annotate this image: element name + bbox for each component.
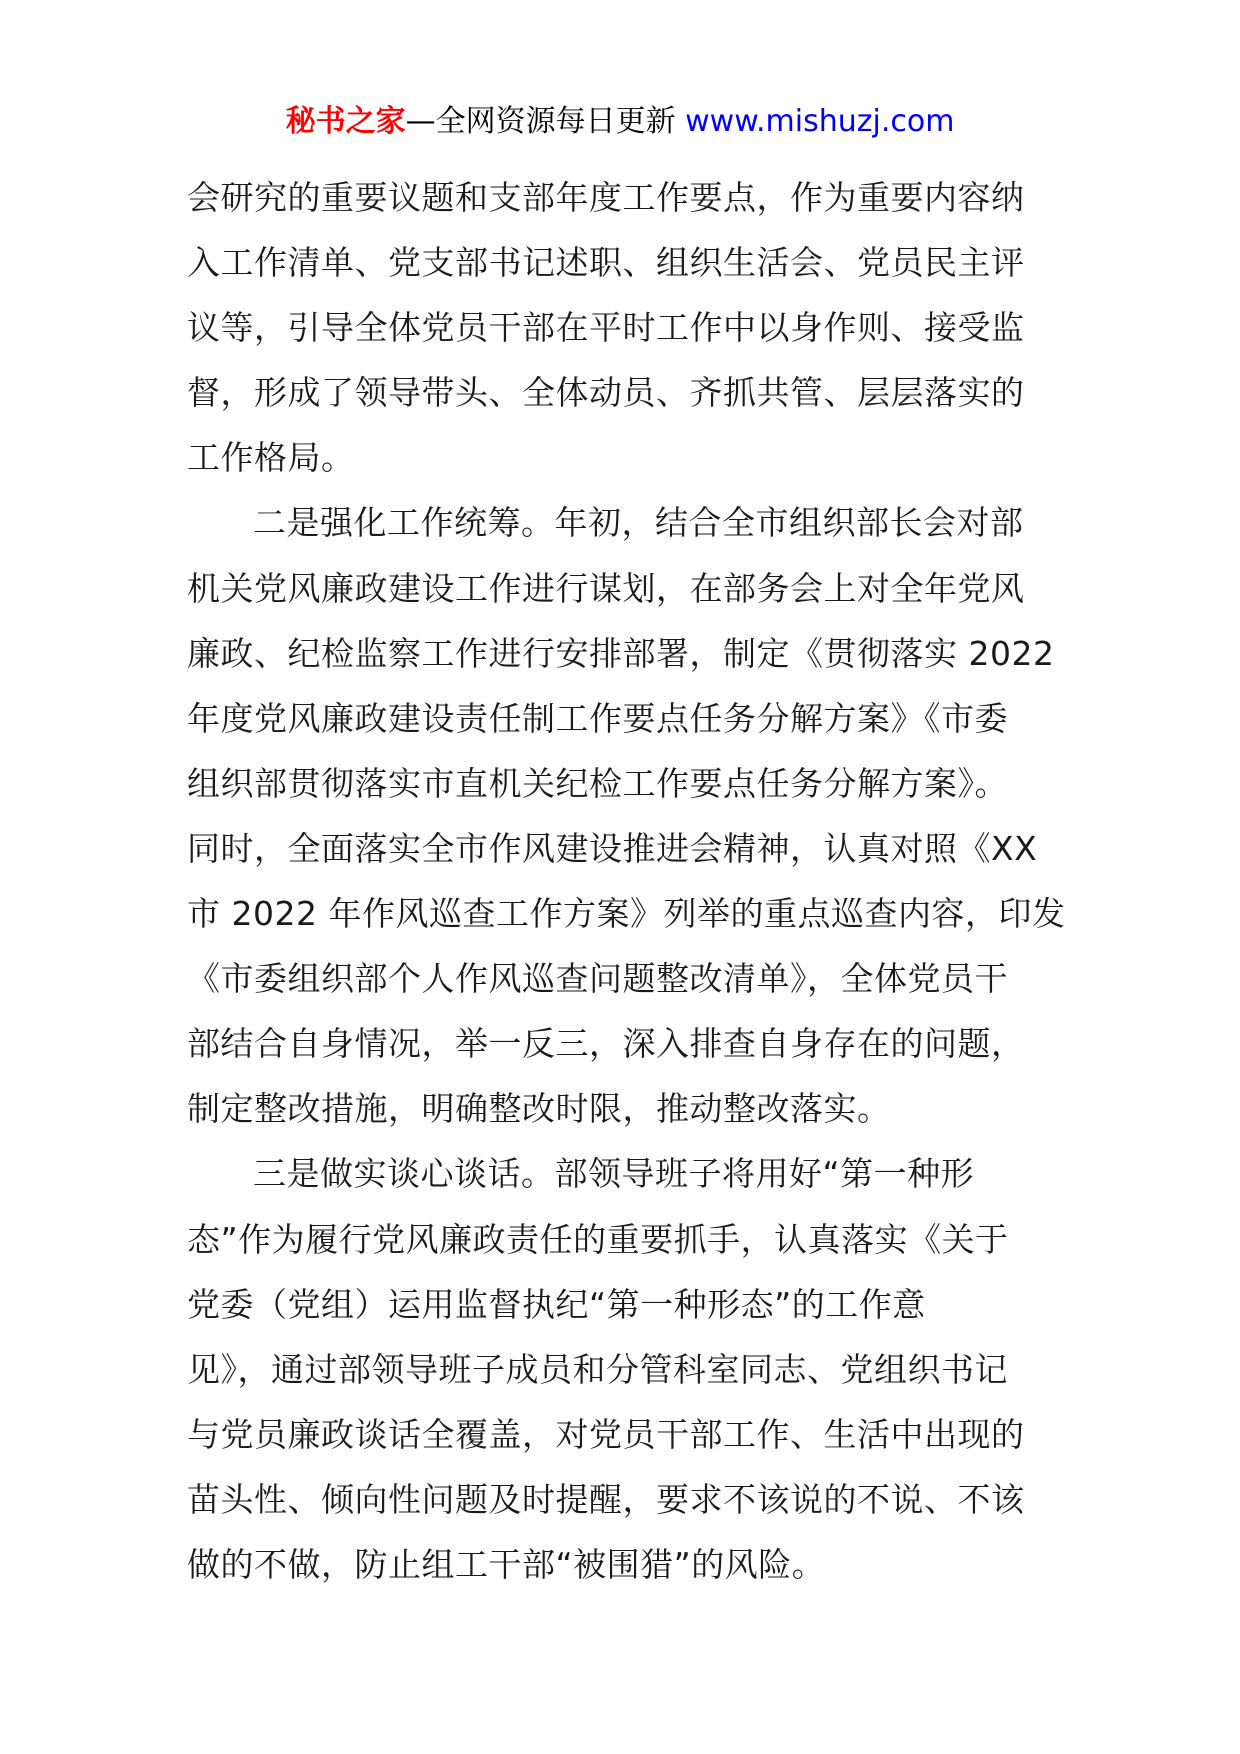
paragraph-1 xyxy=(187,165,1057,490)
text-line: 年度党风廉政建设责任制工作要点任务分解方案》《市委 xyxy=(187,698,1008,738)
text-line: 机关党风廉政建设工作进行谋划，在部务会上对全年党风 xyxy=(187,568,1025,608)
text-line: 市 2022 年作风巡查工作方案》列举的重点巡查内容，印发 xyxy=(187,894,1066,934)
text-line: 见》，通过部领导班子成员和分管科室同志、党组织书记 xyxy=(187,1349,1008,1389)
page-header xyxy=(0,100,1240,144)
site-tagline: —全网资源每日更新 xyxy=(405,104,686,139)
text-line: 同时，全面落实全市作风建设推进会精神，认真对照《XX xyxy=(187,828,1038,868)
text-line: 督，形成了领导带头、全体动员、齐抓共管、层层落实的 xyxy=(187,373,1025,413)
paragraph-3 xyxy=(187,1141,1057,1597)
text-line: 廉政、纪检监察工作进行安排部署，制定《贯彻落实 2022 xyxy=(187,633,1055,673)
site-brand: 秘书之家 xyxy=(285,104,406,139)
text-line: 议等，引导全体党员干部在平时工作中以身作则、接受监 xyxy=(187,308,1025,348)
text-line: 三是做实谈心谈话。部领导班子将用好“第一种形 xyxy=(253,1154,975,1194)
site-url-link[interactable]: www.mishuzj.com xyxy=(685,104,955,139)
document-body xyxy=(187,165,1066,1597)
text-line: 入工作清单、党支部书记述职、组织生活会、党员民主评 xyxy=(187,243,1025,283)
text-line: 会研究的重要议题和支部年度工作要点，作为重要内容纳 xyxy=(187,178,1025,217)
text-line: 《市委组织部个人作风巡查问题整改清单》，全体党员干 xyxy=(187,959,1008,999)
text-line: 部结合自身情况，举一反三，深入排查自身存在的问题， xyxy=(187,1024,1025,1064)
text-line: 工作格局。 xyxy=(187,438,355,478)
text-line: 态”作为履行党风廉政责任的重要抓手，认真落实《关于 xyxy=(187,1219,1009,1259)
text-line: 二是强化工作统筹。年初，结合全市组织部长会对部 xyxy=(253,503,1024,543)
text-line: 苗头性、倾向性问题及时提醒，要求不该说的不说、不该 xyxy=(187,1479,1025,1519)
text-line: 组织部贯彻落实市直机关纪检工作要点任务分解方案》。 xyxy=(187,763,1008,803)
text-line: 做的不做，防止组工干部“被围猎”的风险。 xyxy=(187,1544,826,1584)
text-line: 党委（党组）运用监督执纪“第一种形态”的工作意 xyxy=(187,1284,926,1324)
text-line: 制定整改措施，明确整改时限，推动整改落实。 xyxy=(187,1089,891,1129)
text-line: 与党员廉政谈话全覆盖，对党员干部工作、生活中出现的 xyxy=(187,1414,1025,1454)
paragraph-2 xyxy=(187,490,1066,1141)
